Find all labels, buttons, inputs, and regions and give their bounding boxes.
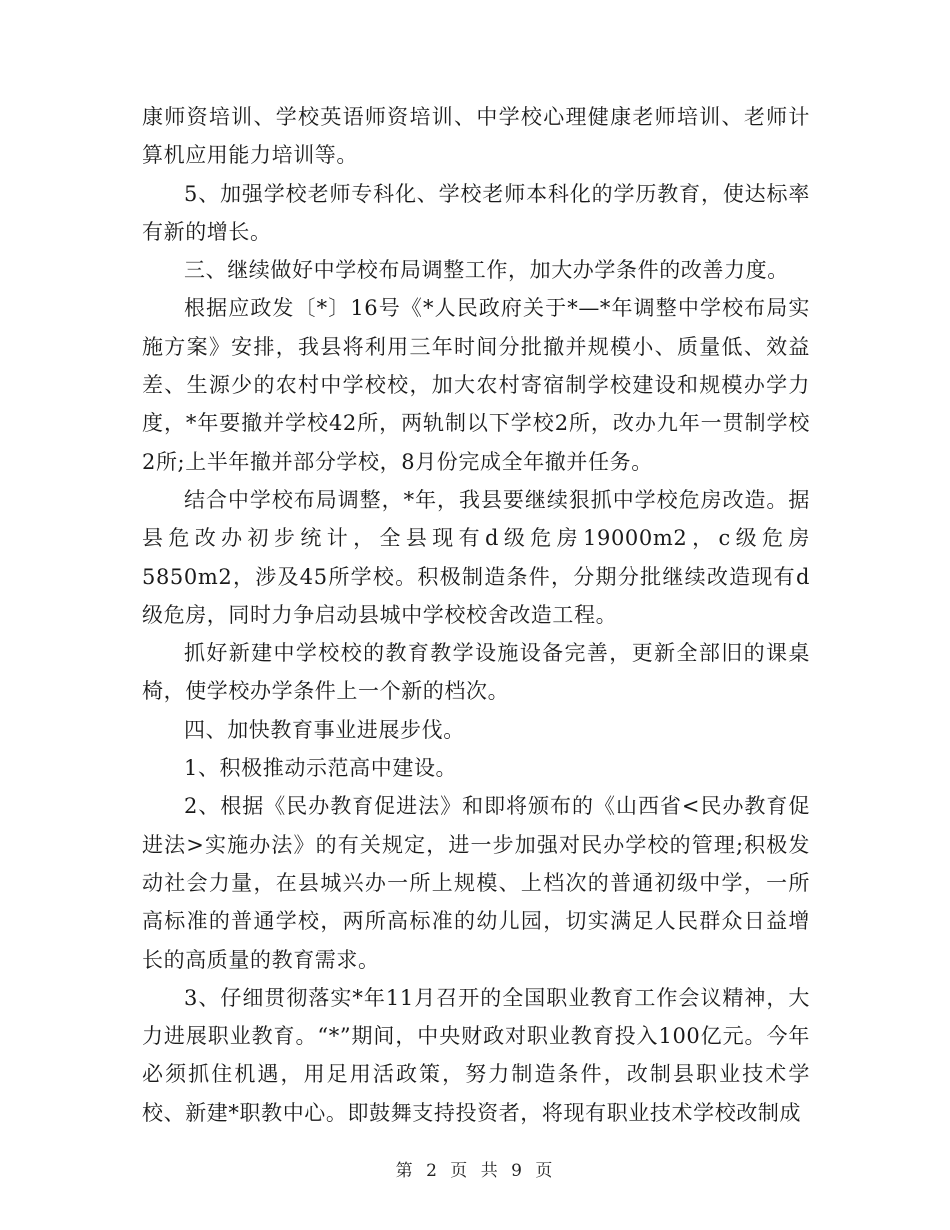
paragraph-continuation: 康师资培训、学校英语师资培训、中学校心理健康老师培训、老师计算机应用能力培训等。 <box>142 105 810 168</box>
paragraph-dangerous-buildings: 结合中学校布局调整，*年，我县要继续狠抓中学校危房改造。据县危改办初步统计，全县现有d级危房19000m2，c级危房5850m2，涉及45所学校。积极制造条件，分期分批继续改造现有d级危房，同时力争启动县城中学校校舍改造工程。 <box>142 487 810 627</box>
paragraph-item-5: 5、加强学校老师专科化、学校老师本科化的学历教育，使达标率有新的增长。 <box>142 181 810 244</box>
footer-prefix: 第 <box>395 1161 415 1181</box>
section-heading-4: 四、加快教育事业进展步伐。 <box>184 717 465 742</box>
section-heading-3: 三、继续做好中学校布局调整工作，加大办学条件的改善力度。 <box>184 258 789 283</box>
footer-page-unit: 页 <box>450 1161 470 1181</box>
page-footer <box>0 1156 950 1181</box>
footer-total-unit: 页 <box>535 1161 555 1181</box>
paragraph-item-2: 2、根据《民办教育促进法》和即将颁布的《山西省<民办教育促进法>实施办法》的有关规定，进一步加强对民办学校的管理;积极发动社会力量，在县城兴办一所上规模、上档次的普通初级中学，一所高标准的普通学校，两所高标准的幼儿园，切实满足人民群众日益增长的高质量的教育需求。 <box>142 794 810 972</box>
page-body <box>142 98 810 1132</box>
footer-total-pages: 9 <box>511 1161 524 1181</box>
paragraph-item-1: 1、积极推动示范高中建设。 <box>184 756 458 781</box>
footer-total-word: 共 <box>480 1161 500 1181</box>
paragraph-item-3: 3、仔细贯彻落实*年11月召开的全国职业教育工作会议精神，大力进展职业教育。“*”期间，中央财政对职业教育投入100亿元。今年必须抓住机遇，用足用活政策，努力制造条件，改制县职业技术学校、新建*职教中心。即鼓舞支持投资者，将现有职业技术学校改制成 <box>142 985 810 1125</box>
paragraph-facilities: 抓好新建中学校校的教育教学设施设备完善，更新全部旧的课桌椅，使学校办学条件上一个新的档次。 <box>142 641 810 704</box>
paragraph-layout-plan: 根据应政发〔*〕16号《*人民政府关于*—*年调整中学校布局实施方案》安排，我县将利用三年时间分批撤并规模小、质量低、效益差、生源少的农村中学校校，加大农村寄宿制学校建设和规模办学力度，*年要撤并学校42所，两轨制以下学校2所，改办九年一贯制学校2所;上半年撤并部分学校，8月份完成全年撤并任务。 <box>142 296 810 474</box>
footer-current-page: 2 <box>426 1161 439 1181</box>
